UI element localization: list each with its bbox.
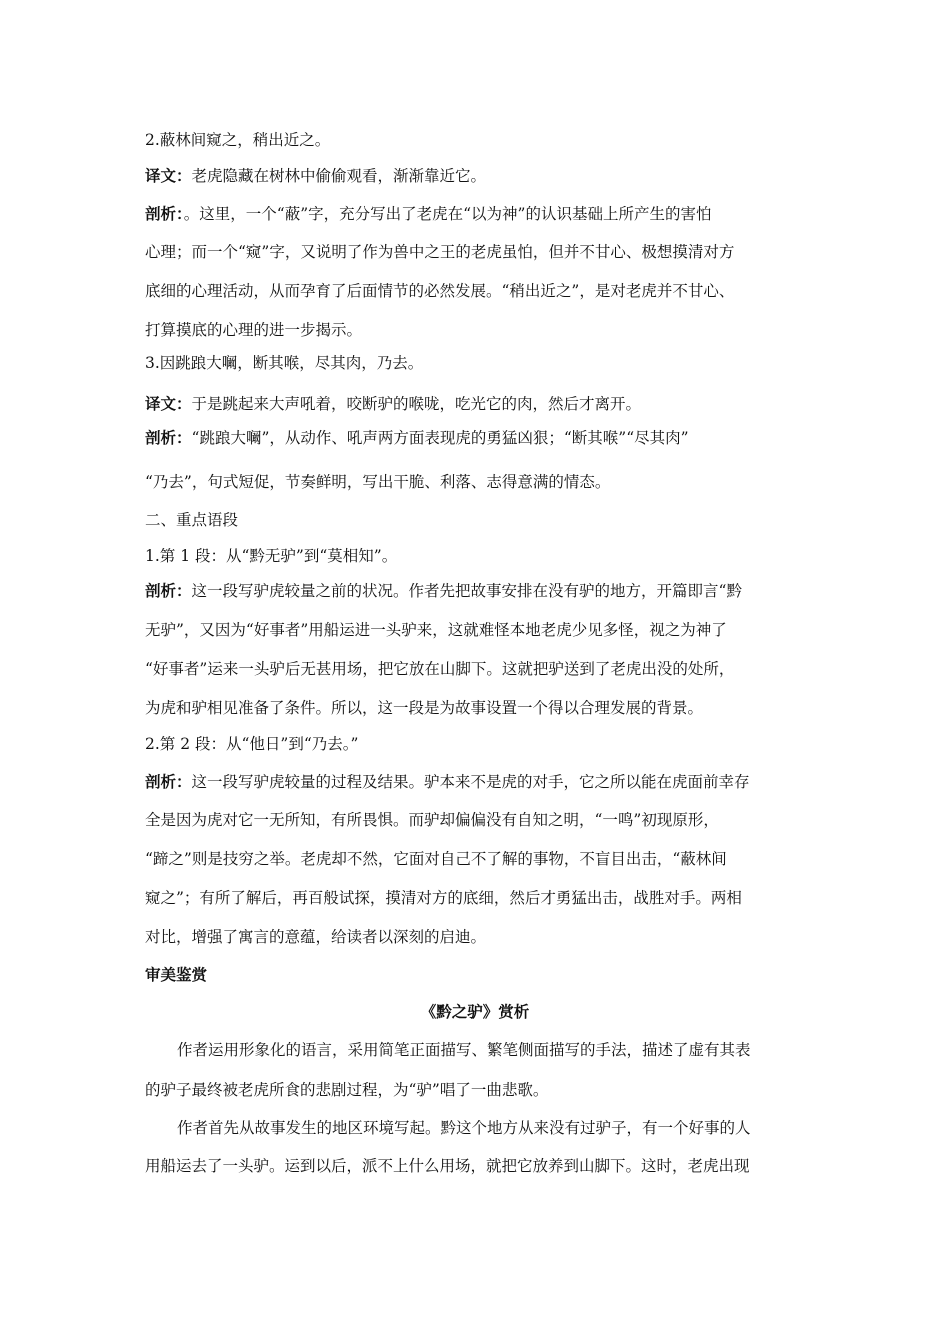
- translation-text: 老虎隐藏在树林中偷偷观看，渐渐靠近它。: [191, 167, 487, 185]
- analysis-label: 剖析：: [145, 773, 192, 791]
- translation-label: 译文：: [145, 395, 192, 413]
- item2-analysis-line: [145, 202, 711, 224]
- analysis-label: 剖析：: [145, 205, 184, 223]
- essay-p2-line: 用船运去了一头驴。运到以后，派不上什么用场，就把它放养到山脚下。这时，老虎出现: [145, 1157, 750, 1175]
- para1-analysis-line: 无驴”，又因为“好事者”用船运进一头驴来，这就难怪本地老虎少见多怪，视之为神了: [145, 621, 727, 639]
- para1-analysis-line: 为虎和驴相见准备了条件。所以，这一段是为故事设置一个得以合理发展的背景。: [145, 699, 704, 717]
- analysis-label: 剖析：: [145, 429, 192, 447]
- analysis-text: 这一段写驴虎较量之前的状况。作者先把故事安排在没有驴的地方，开篇即言“黔: [191, 582, 742, 600]
- para2-analysis-line: [145, 770, 750, 792]
- analysis-text: “跳踉大㘎”，从动作、吼声两方面表现虎的勇猛凶狠；“断其喉”“尽其肉”: [191, 429, 689, 447]
- item2-translation: [145, 164, 486, 186]
- item2-analysis-line: 心理；而一个“窥”字，又说明了作为兽中之王的老虎虽怕，但并不甘心、极想摸清对方: [145, 243, 735, 261]
- para1-heading: 1.第 1 段：从“黔无驴”到“莫相知”。: [145, 547, 398, 565]
- aesthetic-heading: 审美鉴赏: [145, 966, 208, 984]
- essay-p1-line: 作者运用形象化的语言，采用简笔正面描写、繁笔侧面描写的手法，描述了虚有其表: [177, 1041, 751, 1059]
- para1-analysis-line: [145, 579, 742, 601]
- item2-heading: 2.蔽林间窥之，稍出近之。: [145, 131, 331, 149]
- translation-label: 译文：: [145, 167, 192, 185]
- analysis-text: 这一段写驴虎较量的过程及结果。驴本来不是虎的对手，它之所以能在虎面前幸存: [191, 773, 750, 791]
- translation-text: 于是跳起来大声吼着，咬断驴的喉咙，吃光它的肉，然后才离开。: [191, 395, 642, 413]
- para2-heading: 2.第 2 段：从“他日”到“乃去。”: [145, 735, 359, 753]
- item2-analysis-line: 打算摸底的心理的进一步揭示。: [145, 321, 363, 339]
- para2-analysis-line: 对比，增强了寓言的意蕴，给读者以深刻的启迪。: [145, 928, 487, 946]
- para2-analysis-line: “蹄之”则是技穷之举。老虎却不然，它面对自己不了解的事物，不盲目出击，“蔽林间: [145, 850, 727, 868]
- item3-translation: [145, 392, 641, 414]
- essay-title: 《黔之驴》赏析: [420, 1003, 530, 1021]
- item3-heading: 3.因跳踉大㘎，断其喉，尽其肉，乃去。: [145, 354, 424, 372]
- analysis-label: 剖析：: [145, 582, 192, 600]
- item2-analysis-line: 底细的心理活动，从而孕育了后面情节的必然发展。“稍出近之”，是对老虎并不甘心、: [145, 282, 735, 300]
- para2-analysis-line: 全是因为虎对它一无所知，有所畏惧。而驴却偏偏没有自知之明，“一鸣”初现原形，: [145, 811, 719, 829]
- para1-analysis-line: “好事者”运来一头驴后无甚用场，把它放在山脚下。这就把驴送到了老虎出没的处所，: [145, 660, 735, 678]
- para2-analysis-line: 窥之”；有所了解后，再百般试探，摸清对方的底细，然后才勇猛出击，战胜对手。两相: [145, 889, 742, 907]
- section2-heading: 二、重点语段: [145, 511, 239, 529]
- analysis-text: 。这里，一个“蔽”字，充分写出了老虎在“以为神”的认识基础上所产生的害怕: [183, 205, 712, 223]
- essay-p1-line: 的驴子最终被老虎所食的悲剧过程，为“驴”唱了一曲悲歌。: [145, 1081, 549, 1099]
- item3-analysis-line: [145, 426, 689, 448]
- essay-p2-line: 作者首先从故事发生的地区环境写起。黔这个地方从来没有过驴子，有一个好事的人: [177, 1119, 751, 1137]
- item3-analysis-line: “乃去”，句式短促，节奏鲜明，写出干脆、利落、志得意满的情态。: [145, 473, 611, 491]
